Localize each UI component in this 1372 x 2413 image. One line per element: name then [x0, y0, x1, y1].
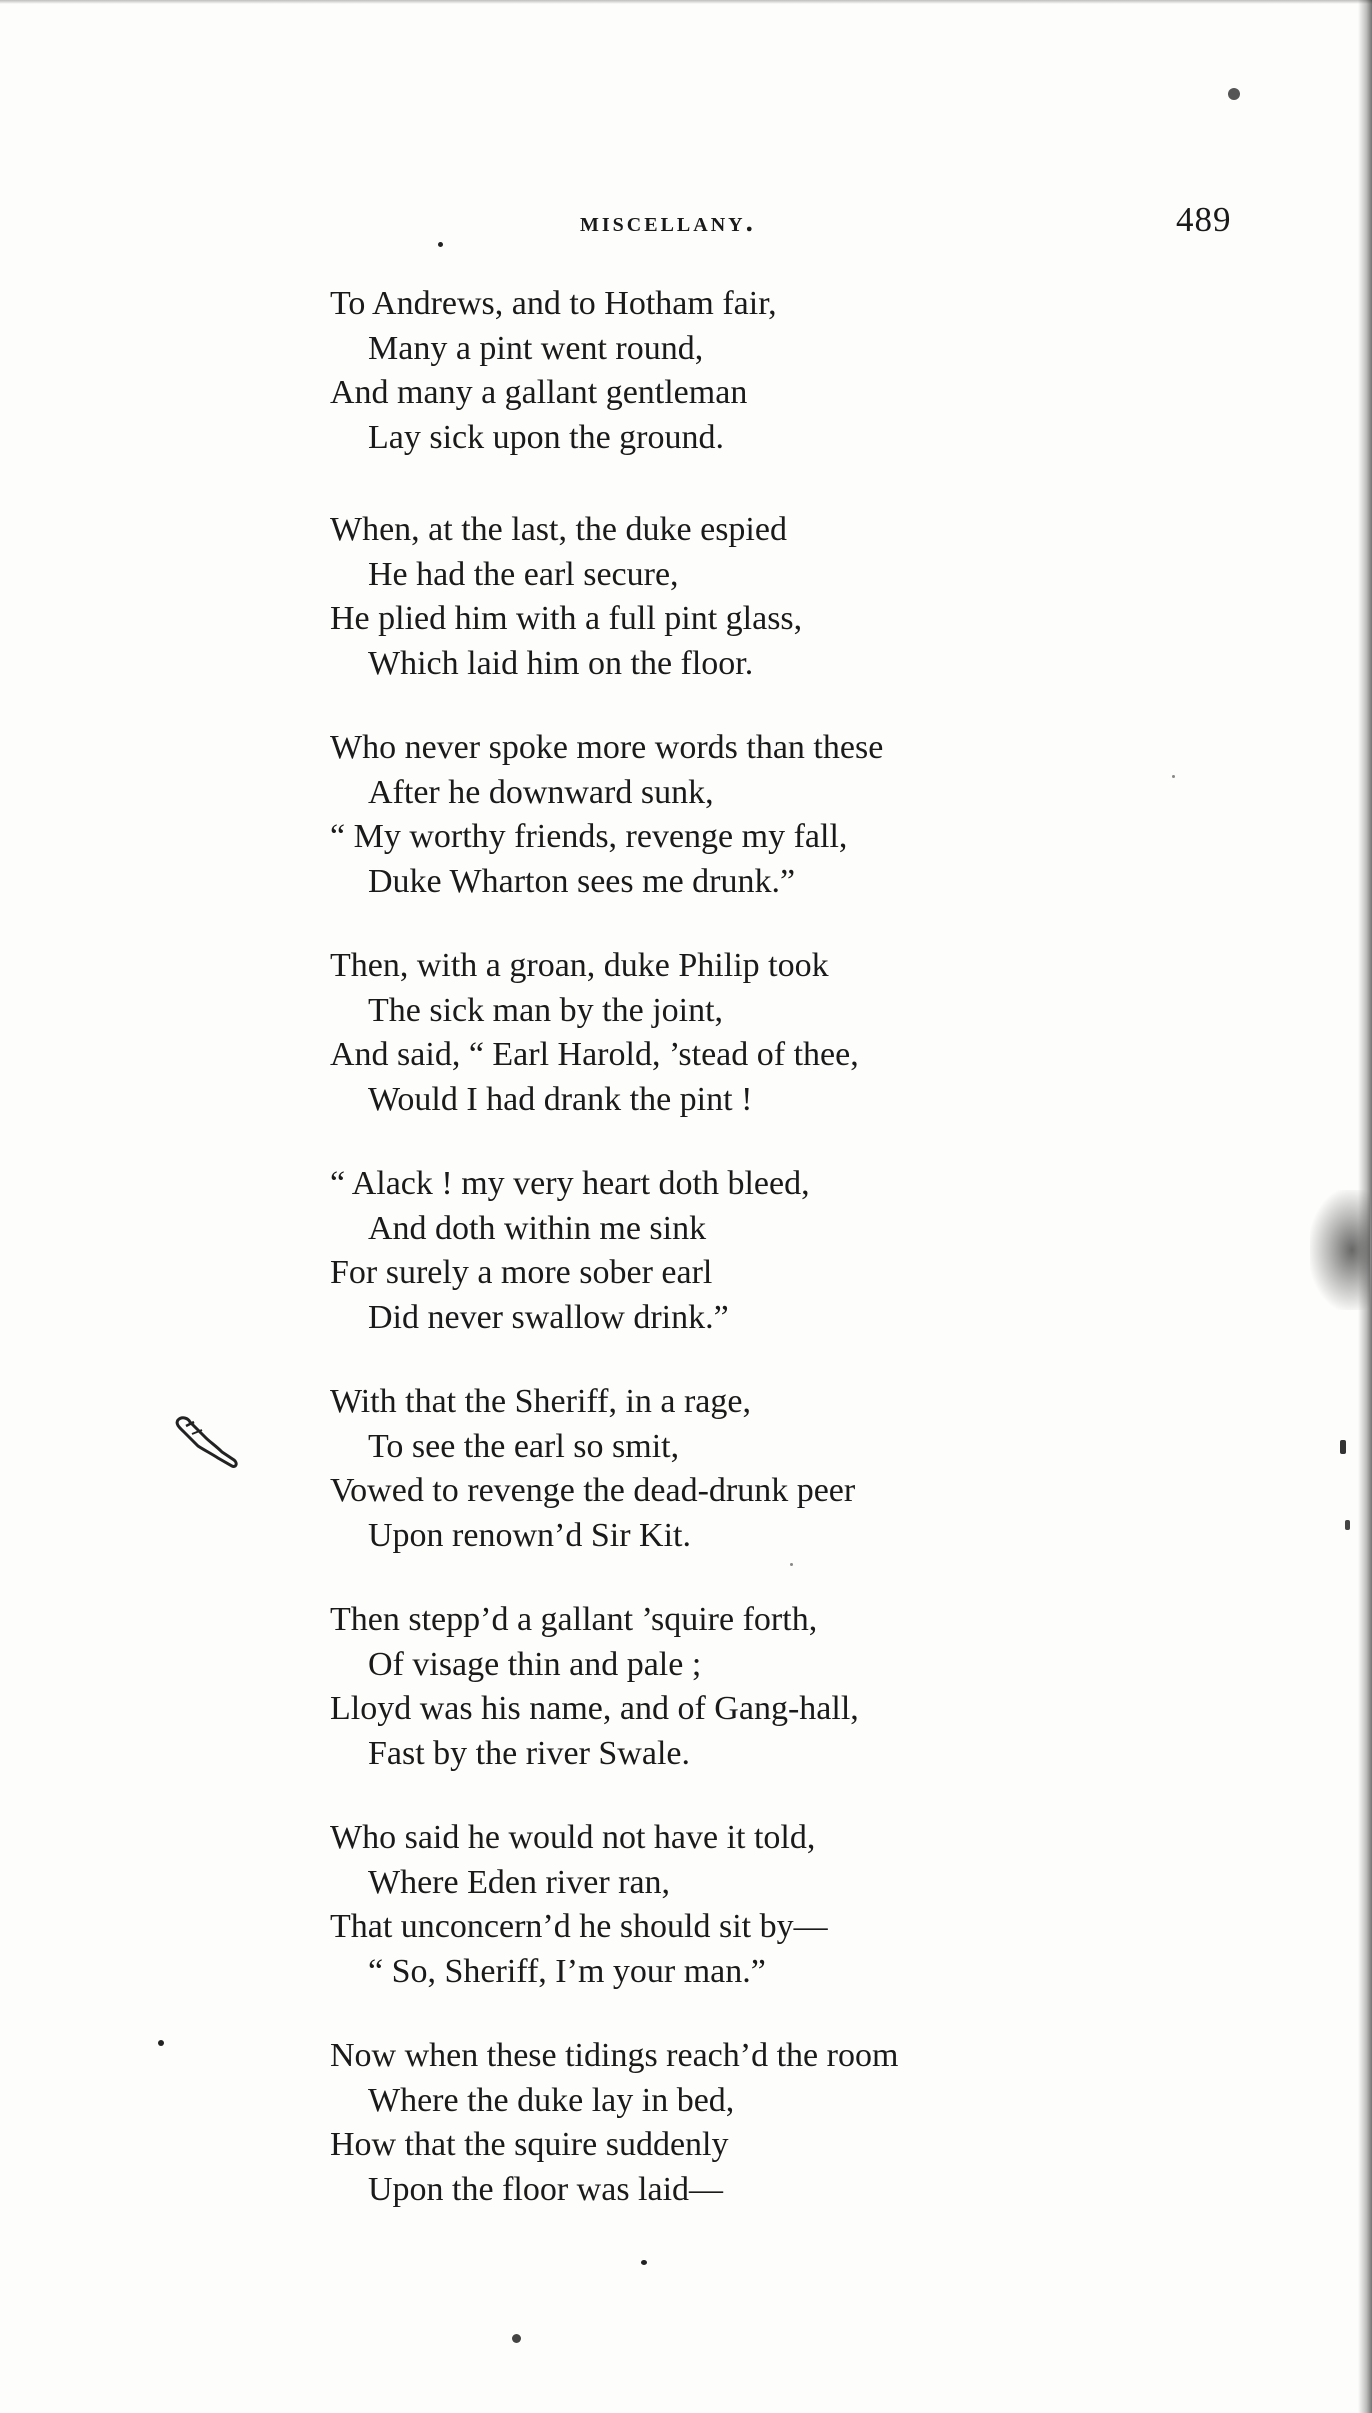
- poem-line: Which laid him on the floor.: [368, 644, 754, 682]
- page-header: [0, 200, 1372, 250]
- poem-line: He plied him with a full pint glass,: [330, 600, 803, 637]
- poem-line: “ So, Sheriff, I’m your man.”: [368, 1952, 766, 1990]
- poem-line: Would I had drank the pint !: [368, 1080, 753, 1118]
- ink-speck: [438, 242, 443, 247]
- stanza: [330, 726, 1050, 904]
- poem-line: Lloyd was his name, and of Gang-hall,: [330, 1690, 859, 1727]
- pointing-hand-icon: [172, 1412, 242, 1472]
- poem-line: To see the earl so smit,: [368, 1427, 680, 1465]
- poem-line: For surely a more sober earl: [330, 1254, 713, 1291]
- stanza: [330, 1162, 1050, 1340]
- page-top-edge: [0, 0, 1372, 4]
- poem-line: Of visage thin and pale ;: [368, 1645, 702, 1683]
- poem-line: He had the earl secure,: [368, 555, 679, 593]
- poem-line: Upon the floor was laid—: [368, 2170, 724, 2208]
- stanza: [330, 944, 1050, 1122]
- poem-line: That unconcern’d he should sit by—: [330, 1908, 828, 1945]
- ink-speck: [158, 2040, 164, 2046]
- poem-line: And many a gallant gentleman: [330, 374, 748, 411]
- stanza: [330, 282, 1050, 460]
- poem-line: Who never spoke more words than these: [330, 729, 884, 766]
- poem-line: With that the Sheriff, in a rage,: [330, 1383, 751, 1420]
- poem-line: Did never swallow drink.”: [368, 1298, 729, 1336]
- poem-line: And said, “ Earl Harold, ’stead of thee,: [330, 1036, 859, 1073]
- page-number: 489: [1176, 200, 1232, 239]
- poem-line: Then stepp’d a gallant ’squire forth,: [330, 1601, 818, 1638]
- poem-line: Vowed to revenge the dead-drunk peer: [330, 1472, 856, 1509]
- ink-speck: [1172, 775, 1175, 778]
- poem-line: Upon renown’d Sir Kit.: [368, 1516, 691, 1554]
- ink-smudge: [1310, 1190, 1370, 1310]
- stanza: [330, 1816, 1050, 1994]
- ink-speck: [1340, 1440, 1346, 1454]
- ink-speck: [512, 2334, 521, 2343]
- poem-line: Where the duke lay in bed,: [368, 2081, 735, 2119]
- poem-line: Then, with a groan, duke Philip took: [330, 947, 829, 984]
- poem-line: Lay sick upon the ground.: [368, 418, 724, 456]
- poem-line: Fast by the river Swale.: [368, 1734, 690, 1772]
- stanza: [330, 1380, 1050, 1558]
- poem-line: Many a pint went round,: [368, 329, 704, 367]
- poem-line: The sick man by the joint,: [368, 991, 724, 1029]
- poem-line: And doth within me sink: [368, 1209, 707, 1247]
- stanza: [330, 508, 1050, 686]
- poem-line: Who said he would not have it told,: [330, 1819, 816, 1856]
- poem-line: How that the squire suddenly: [330, 2126, 729, 2163]
- poem-line: Where Eden river ran,: [368, 1863, 671, 1901]
- poem-body: [330, 282, 1050, 2252]
- poem-line: “ My worthy friends, revenge my fall,: [330, 818, 848, 855]
- poem-line: After he downward sunk,: [368, 773, 714, 811]
- poem-line: “ Alack ! my very heart doth bleed,: [330, 1165, 810, 1202]
- ink-speck: [1345, 1520, 1350, 1530]
- running-head: miscellany.: [580, 206, 756, 238]
- stanza: [330, 2034, 1050, 2212]
- ink-speck: [641, 2260, 647, 2265]
- poem-line: Duke Wharton sees me drunk.”: [368, 862, 796, 900]
- stanza: [330, 1598, 1050, 1776]
- ink-speck: [1228, 88, 1240, 100]
- poem-line: To Andrews, and to Hotham fair,: [330, 285, 777, 322]
- poem-line: When, at the last, the duke espied: [330, 511, 787, 548]
- poem-line: Now when these tidings reach’d the room: [330, 2037, 899, 2074]
